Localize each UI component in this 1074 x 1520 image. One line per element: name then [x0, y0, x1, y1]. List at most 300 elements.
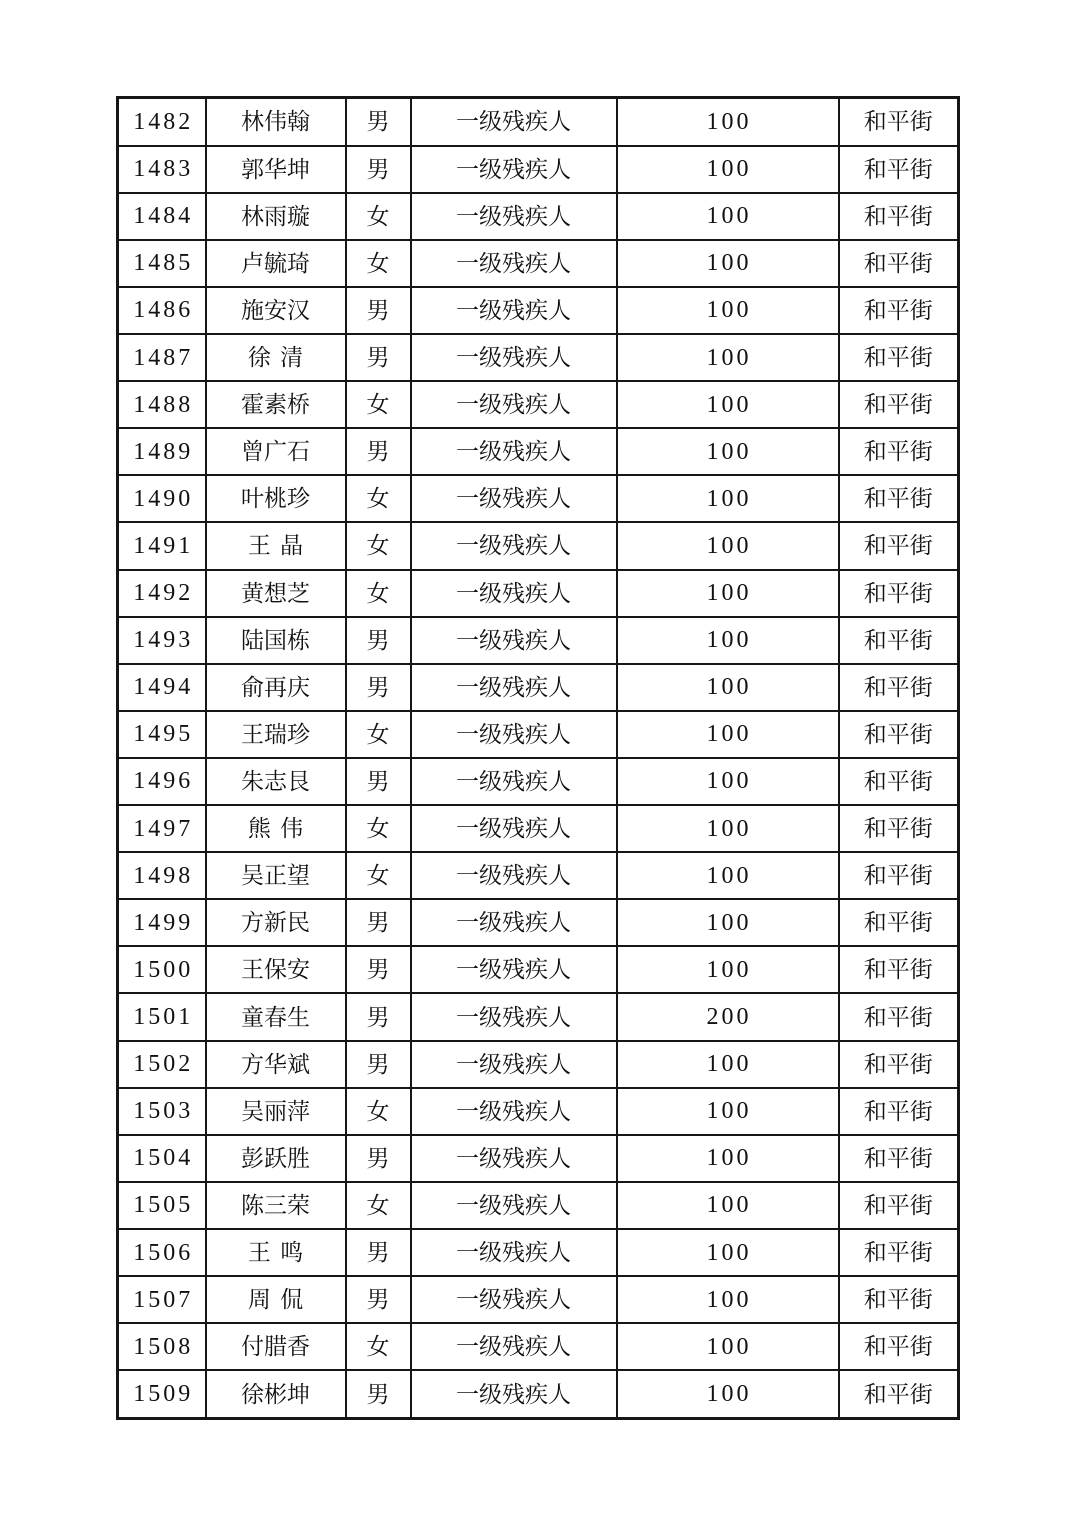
cell-category [411, 899, 617, 946]
street-text: 和平街 [863, 580, 933, 606]
street-text: 和平街 [863, 627, 933, 653]
gender-text: 女 [366, 250, 390, 276]
table-row [118, 98, 959, 146]
cell-serial [118, 98, 206, 146]
street-text: 和平街 [863, 816, 933, 842]
cell-amount [617, 1088, 839, 1135]
table-row [118, 1135, 959, 1182]
cell-category [411, 193, 617, 240]
cell-amount [617, 475, 839, 522]
serial-text: 1506 [133, 1239, 194, 1266]
amount-text: 100 [706, 250, 752, 277]
street-text: 和平街 [863, 486, 933, 512]
cell-amount [617, 146, 839, 193]
amount-text: 100 [706, 391, 752, 418]
serial-text: 1505 [133, 1192, 194, 1219]
cell-amount [617, 1323, 839, 1370]
cell-amount [617, 334, 839, 381]
cell-serial [118, 664, 206, 711]
serial-text: 1499 [133, 909, 194, 936]
category-text: 一级残疾人 [456, 1334, 571, 1360]
cell-street [839, 428, 959, 475]
cell-name [206, 475, 346, 522]
category-text: 一级残疾人 [456, 816, 571, 842]
gender-text: 女 [366, 486, 390, 512]
gender-text: 男 [366, 674, 390, 700]
cell-gender [346, 522, 411, 569]
serial-text: 1498 [133, 862, 194, 889]
category-text: 一级残疾人 [456, 250, 571, 276]
name-text: 黄想芝 [241, 580, 310, 606]
cell-serial [118, 899, 206, 946]
category-text: 一级残疾人 [456, 1287, 571, 1313]
amount-text: 100 [706, 1333, 752, 1360]
table-row [118, 1370, 959, 1418]
street-text: 和平街 [863, 109, 933, 135]
cell-serial [118, 428, 206, 475]
cell-name [206, 193, 346, 240]
amount-text: 100 [706, 768, 752, 795]
cell-category [411, 240, 617, 287]
cell-category [411, 1323, 617, 1370]
cell-amount [617, 428, 839, 475]
street-text: 和平街 [863, 863, 933, 889]
serial-text: 1496 [133, 768, 194, 795]
cell-name [206, 1276, 346, 1323]
cell-serial [118, 711, 206, 758]
name-text: 周侃 [247, 1287, 313, 1313]
gender-text: 女 [366, 1192, 390, 1218]
cell-category [411, 287, 617, 334]
cell-street [839, 522, 959, 569]
category-text: 一级残疾人 [456, 1192, 571, 1218]
serial-text: 1485 [133, 250, 194, 277]
cell-gender [346, 1088, 411, 1135]
cell-category [411, 852, 617, 899]
street-text: 和平街 [863, 1145, 933, 1171]
gender-text: 女 [366, 392, 390, 418]
name-text: 朱志艮 [241, 768, 310, 794]
cell-street [839, 1276, 959, 1323]
cell-gender [346, 993, 411, 1040]
table-row [118, 805, 959, 852]
cell-gender [346, 805, 411, 852]
table-row [118, 899, 959, 946]
serial-text: 1486 [133, 297, 194, 324]
cell-category [411, 1135, 617, 1182]
amount-text: 100 [706, 108, 752, 135]
gender-text: 女 [366, 533, 390, 559]
cell-name [206, 664, 346, 711]
cell-name [206, 617, 346, 664]
gender-text: 男 [366, 156, 390, 182]
cell-name [206, 758, 346, 805]
amount-text: 100 [706, 815, 752, 842]
table-row [118, 522, 959, 569]
table-row [118, 852, 959, 899]
cell-gender [346, 1276, 411, 1323]
cell-category [411, 946, 617, 993]
cell-serial [118, 475, 206, 522]
cell-name [206, 1323, 346, 1370]
cell-street [839, 193, 959, 240]
cell-amount [617, 1135, 839, 1182]
amount-text: 100 [706, 1098, 752, 1125]
cell-street [839, 1229, 959, 1276]
table-row [118, 381, 959, 428]
category-text: 一级残疾人 [456, 1145, 571, 1171]
cell-street [839, 381, 959, 428]
cell-serial [118, 1229, 206, 1276]
serial-text: 1494 [133, 674, 194, 701]
name-text: 叶桃珍 [241, 486, 310, 512]
cell-serial [118, 1135, 206, 1182]
name-text: 陆国栋 [241, 627, 310, 653]
cell-serial [118, 617, 206, 664]
serial-text: 1509 [133, 1381, 194, 1408]
table-row [118, 1088, 959, 1135]
cell-gender [346, 146, 411, 193]
amount-text: 200 [706, 1004, 752, 1031]
gender-text: 男 [366, 957, 390, 983]
street-text: 和平街 [863, 203, 933, 229]
amount-text: 100 [706, 532, 752, 559]
cell-amount [617, 993, 839, 1040]
serial-text: 1504 [133, 1145, 194, 1172]
serial-text: 1507 [133, 1286, 194, 1313]
cell-serial [118, 287, 206, 334]
gender-text: 女 [366, 816, 390, 842]
gender-text: 男 [366, 627, 390, 653]
amount-text: 100 [706, 956, 752, 983]
cell-street [839, 334, 959, 381]
amount-text: 100 [706, 485, 752, 512]
cell-street [839, 240, 959, 287]
amount-text: 100 [706, 297, 752, 324]
serial-text: 1484 [133, 203, 194, 230]
cell-gender [346, 946, 411, 993]
cell-name [206, 1370, 346, 1418]
cell-amount [617, 570, 839, 617]
cell-name [206, 1088, 346, 1135]
cell-amount [617, 711, 839, 758]
serial-text: 1490 [133, 485, 194, 512]
category-text: 一级残疾人 [456, 580, 571, 606]
street-text: 和平街 [863, 250, 933, 276]
category-text: 一级残疾人 [456, 1098, 571, 1124]
cell-amount [617, 805, 839, 852]
table-row [118, 240, 959, 287]
table-row [118, 334, 959, 381]
serial-text: 1508 [133, 1333, 194, 1360]
table-row [118, 287, 959, 334]
cell-category [411, 570, 617, 617]
name-text: 王保安 [241, 957, 310, 983]
table-row [118, 1276, 959, 1323]
cell-name [206, 899, 346, 946]
cell-gender [346, 1229, 411, 1276]
cell-street [839, 899, 959, 946]
cell-gender [346, 1041, 411, 1088]
name-text: 陈三荣 [241, 1192, 310, 1218]
category-text: 一级残疾人 [456, 1240, 571, 1266]
cell-serial [118, 1041, 206, 1088]
cell-serial [118, 805, 206, 852]
category-text: 一级残疾人 [456, 486, 571, 512]
name-text: 童春生 [241, 1004, 310, 1030]
cell-street [839, 758, 959, 805]
table-row [118, 1323, 959, 1370]
cell-amount [617, 522, 839, 569]
cell-gender [346, 617, 411, 664]
cell-street [839, 570, 959, 617]
category-text: 一级残疾人 [456, 203, 571, 229]
street-text: 和平街 [863, 1334, 933, 1360]
gender-text: 男 [366, 768, 390, 794]
cell-name [206, 1182, 346, 1229]
cell-serial [118, 1182, 206, 1229]
gender-text: 女 [366, 1334, 390, 1360]
amount-text: 100 [706, 674, 752, 701]
gender-text: 女 [366, 721, 390, 747]
name-text: 林雨璇 [241, 203, 310, 229]
cell-serial [118, 570, 206, 617]
cell-gender [346, 475, 411, 522]
cell-street [839, 1041, 959, 1088]
category-text: 一级残疾人 [456, 297, 571, 323]
cell-amount [617, 1182, 839, 1229]
street-text: 和平街 [863, 392, 933, 418]
cell-category [411, 381, 617, 428]
cell-amount [617, 1370, 839, 1418]
cell-gender [346, 711, 411, 758]
gender-text: 男 [366, 910, 390, 936]
cell-category [411, 428, 617, 475]
cell-category [411, 1276, 617, 1323]
street-text: 和平街 [863, 156, 933, 182]
street-text: 和平街 [863, 439, 933, 465]
serial-text: 1487 [133, 344, 194, 371]
table-row [118, 1182, 959, 1229]
cell-name [206, 1229, 346, 1276]
cell-gender [346, 570, 411, 617]
amount-text: 100 [706, 438, 752, 465]
street-text: 和平街 [863, 1240, 933, 1266]
serial-text: 1482 [133, 108, 194, 135]
cell-serial [118, 1323, 206, 1370]
cell-name [206, 428, 346, 475]
cell-name [206, 522, 346, 569]
cell-name [206, 570, 346, 617]
table-row [118, 993, 959, 1040]
cell-amount [617, 193, 839, 240]
cell-amount [617, 1229, 839, 1276]
cell-category [411, 758, 617, 805]
cell-street [839, 852, 959, 899]
name-text: 卢毓琦 [241, 250, 310, 276]
cell-category [411, 1182, 617, 1229]
gender-text: 男 [366, 109, 390, 135]
table-row [118, 1041, 959, 1088]
cell-name [206, 381, 346, 428]
category-text: 一级残疾人 [456, 1004, 571, 1030]
cell-name [206, 240, 346, 287]
table-row [118, 946, 959, 993]
street-text: 和平街 [863, 1192, 933, 1218]
street-text: 和平街 [863, 1098, 933, 1124]
street-text: 和平街 [863, 721, 933, 747]
category-text: 一级残疾人 [456, 1381, 571, 1407]
cell-serial [118, 381, 206, 428]
amount-text: 100 [706, 909, 752, 936]
cell-street [839, 1135, 959, 1182]
name-text: 曾广石 [241, 439, 310, 465]
cell-serial [118, 146, 206, 193]
category-text: 一级残疾人 [456, 345, 571, 370]
cell-street [839, 664, 959, 711]
category-text: 一级残疾人 [456, 156, 571, 182]
street-text: 和平街 [863, 1051, 933, 1077]
cell-street [839, 711, 959, 758]
street-text: 和平街 [863, 1381, 933, 1407]
amount-text: 100 [706, 1145, 752, 1172]
category-text: 一级残疾人 [456, 109, 571, 135]
cell-serial [118, 993, 206, 1040]
amount-text: 100 [706, 580, 752, 607]
category-text: 一级残疾人 [456, 863, 571, 889]
cell-name [206, 1135, 346, 1182]
cell-category [411, 334, 617, 381]
serial-text: 1500 [133, 956, 194, 983]
cell-amount [617, 98, 839, 146]
name-text: 王鸣 [247, 1240, 313, 1266]
table-row [118, 617, 959, 664]
cell-category [411, 1041, 617, 1088]
cell-name [206, 1041, 346, 1088]
street-text: 和平街 [863, 345, 933, 370]
street-text: 和平街 [863, 957, 933, 983]
serial-text: 1501 [133, 1004, 194, 1031]
gender-text: 女 [366, 580, 390, 606]
cell-serial [118, 334, 206, 381]
gender-text: 男 [366, 1004, 390, 1030]
table-row [118, 475, 959, 522]
serial-text: 1493 [133, 627, 194, 654]
cell-amount [617, 946, 839, 993]
table-row [118, 146, 959, 193]
street-text: 和平街 [863, 768, 933, 794]
table-row [118, 570, 959, 617]
cell-street [839, 98, 959, 146]
category-text: 一级残疾人 [456, 627, 571, 653]
cell-serial [118, 1276, 206, 1323]
cell-street [839, 1088, 959, 1135]
amount-text: 100 [706, 203, 752, 230]
cell-serial [118, 1088, 206, 1135]
street-text: 和平街 [863, 910, 933, 936]
category-text: 一级残疾人 [456, 768, 571, 794]
name-text: 王晶 [247, 533, 313, 559]
name-text: 施安汉 [241, 297, 310, 323]
cell-street [839, 1182, 959, 1229]
table-row [118, 193, 959, 240]
serial-text: 1483 [133, 156, 194, 183]
table-row [118, 428, 959, 475]
name-text: 霍素桥 [241, 392, 310, 418]
cell-name [206, 946, 346, 993]
gender-text: 男 [366, 297, 390, 323]
serial-text: 1495 [133, 721, 194, 748]
gender-text: 女 [366, 863, 390, 889]
name-text: 方新民 [241, 910, 310, 936]
table-row [118, 711, 959, 758]
amount-text: 100 [706, 1051, 752, 1078]
name-text: 徐清 [247, 345, 313, 370]
category-text: 一级残疾人 [456, 439, 571, 465]
name-text: 郭华坤 [241, 156, 310, 182]
cell-gender [346, 758, 411, 805]
category-text: 一级残疾人 [456, 392, 571, 418]
cell-serial [118, 946, 206, 993]
cell-name [206, 852, 346, 899]
cell-amount [617, 287, 839, 334]
cell-name [206, 287, 346, 334]
cell-name [206, 805, 346, 852]
amount-text: 100 [706, 721, 752, 748]
street-text: 和平街 [863, 533, 933, 559]
name-text: 方华斌 [241, 1051, 310, 1077]
cell-street [839, 1370, 959, 1418]
cell-serial [118, 1370, 206, 1418]
beneficiary-table-body [118, 98, 959, 1419]
beneficiary-table [116, 96, 960, 1420]
cell-street [839, 146, 959, 193]
cell-gender [346, 240, 411, 287]
street-text: 和平街 [863, 297, 933, 323]
cell-gender [346, 381, 411, 428]
table-row [118, 758, 959, 805]
cell-name [206, 98, 346, 146]
amount-text: 100 [706, 1239, 752, 1266]
cell-category [411, 1370, 617, 1418]
cell-amount [617, 758, 839, 805]
serial-text: 1503 [133, 1098, 194, 1125]
amount-text: 100 [706, 862, 752, 889]
name-text: 俞再庆 [241, 674, 310, 700]
cell-category [411, 1229, 617, 1276]
cell-category [411, 993, 617, 1040]
amount-text: 100 [706, 344, 752, 371]
cell-gender [346, 1323, 411, 1370]
cell-gender [346, 1370, 411, 1418]
name-text: 吴正望 [241, 863, 310, 889]
cell-street [839, 617, 959, 664]
gender-text: 男 [366, 1145, 390, 1171]
gender-text: 男 [366, 1240, 390, 1266]
gender-text: 男 [366, 1051, 390, 1077]
category-text: 一级残疾人 [456, 910, 571, 936]
cell-amount [617, 899, 839, 946]
name-text: 付腊香 [241, 1334, 310, 1360]
cell-serial [118, 193, 206, 240]
name-text: 王瑞珍 [241, 721, 310, 747]
cell-name [206, 146, 346, 193]
amount-text: 100 [706, 1286, 752, 1313]
cell-street [839, 993, 959, 1040]
cell-gender [346, 664, 411, 711]
cell-category [411, 805, 617, 852]
serial-text: 1497 [133, 815, 194, 842]
